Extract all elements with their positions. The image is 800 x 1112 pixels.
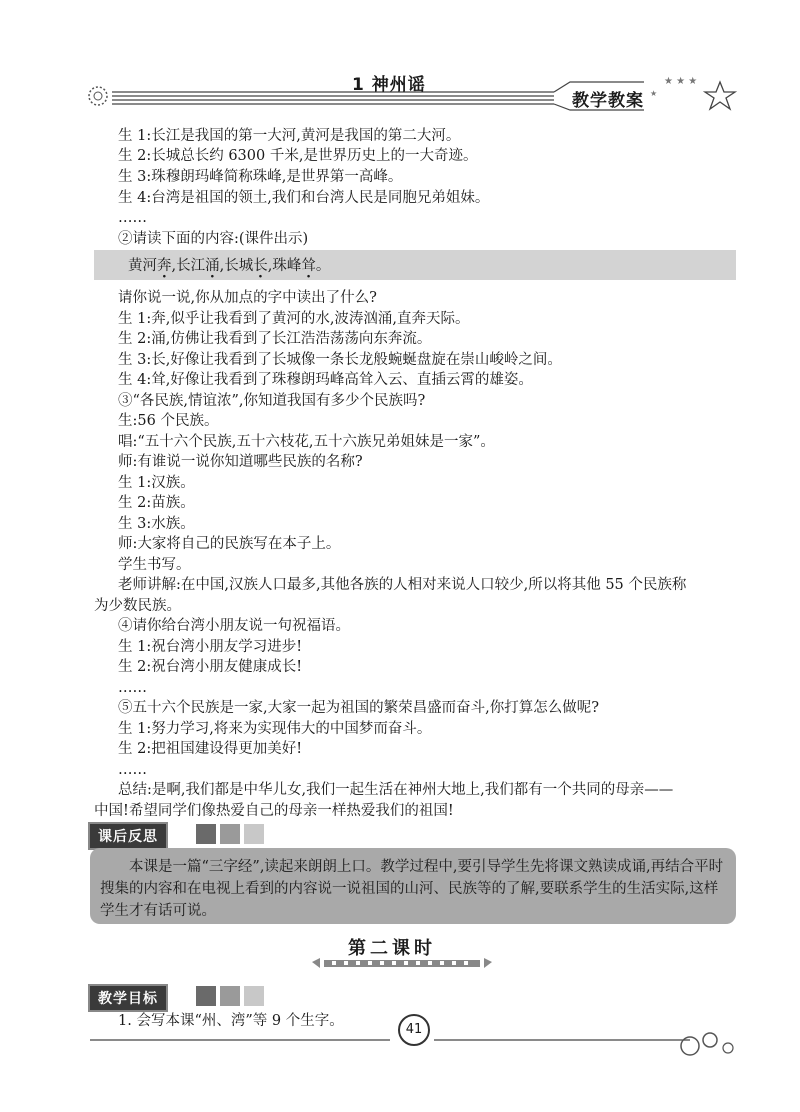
body-line: 学生书写。	[118, 557, 191, 573]
body-line: 生 3:水族。	[118, 516, 195, 532]
body-line: 生 2:长城总长约 6300 千米,是世界历史上的一大奇迹。	[118, 148, 478, 164]
dotted-char: 耸	[301, 258, 316, 274]
section-ornament-boxes	[196, 824, 264, 844]
body-line: 总结:是啊,我们都是中华儿女,我们一起生活在神州大地上,我们都有一个共同的母亲——	[118, 782, 674, 798]
body-line: 师:大家将自己的民族写在本子上。	[118, 536, 341, 552]
section-ornament-boxes	[196, 986, 264, 1006]
body-line: 生 2:祝台湾小朋友健康成长!	[118, 659, 303, 675]
body-line: ②请读下面的内容:(课件出示)	[118, 231, 309, 247]
lesson2-title: 第二课时	[348, 938, 436, 959]
body-line: 生 3:珠穆朗玛峰简称珠峰,是世界第一高峰。	[118, 169, 403, 185]
body-line: 生:56 个民族。	[118, 413, 219, 429]
body-line: 师:有谁说一说你知道哪些民族的名称?	[118, 454, 363, 470]
body-line: 请你说一说,你从加点的字中读出了什么?	[118, 290, 377, 306]
highlight-text: 黄河奔,长江涌,长城长,珠峰耸。	[128, 258, 331, 274]
dotted-char: 长	[253, 258, 268, 274]
body-line: 生 1:汉族。	[118, 475, 195, 491]
svg-text:★: ★	[650, 89, 658, 98]
body-line: ⑤五十六个民族是一家,大家一起为祖国的繁荣昌盛而奋斗,你打算怎么做呢?	[118, 700, 599, 716]
body-line: 生 4:台湾是祖国的领土,我们和台湾人民是同胞兄弟姐妹。	[118, 190, 490, 206]
dotted-char: 涌	[205, 258, 220, 274]
body-line: ③“各民族,情谊浓”,你知道我国有多少个民族吗?	[118, 393, 426, 409]
body-line: 生 1:奔,似乎让我看到了黄河的水,波涛汹涌,直奔天际。	[118, 311, 470, 327]
body-line: 生 4:耸,好像让我看到了珠穆朗玛峰高耸入云、直插云霄的雄姿。	[118, 372, 533, 388]
reflection-label: 课后反思	[88, 822, 168, 850]
page-number: 41	[398, 1014, 430, 1046]
goal-item: 1. 会写本课“州、湾”等 9 个生字。	[118, 1013, 344, 1029]
body-line: 老师讲解:在中国,汉族人口最多,其他各族的人相对来说人口较少,所以将其他 55 个民族称	[118, 577, 687, 593]
body-line: ④请你给台湾小朋友说一句祝福语。	[118, 618, 350, 634]
body-line: 生 2:把祖国建设得更加美好!	[118, 741, 303, 757]
body-line: 生 1:祝台湾小朋友学习进步!	[118, 639, 303, 655]
dotted-char: 奔	[157, 258, 172, 274]
body-line: ……	[118, 210, 147, 226]
reflection-text: 本课是一篇“三字经”,读起来朗朗上口。教学过程中,要引导学生先将课文熟读成诵,再结合平时搜集的内容和在电视上看到的内容说一说祖国的山河、民族等的了解,要联系学生的生活实际,这样学生才有话可说。	[100, 859, 724, 919]
body-line: 生 1:长江是我国的第一大河,黄河是我国的第二大河。	[118, 128, 461, 144]
body-line: 唱:“五十六个民族,五十六枝花,五十六族兄弟姐妹是一家”。	[118, 434, 495, 450]
body-line: ……	[118, 762, 147, 778]
body-line: 中国!希望同学们像热爱自己的母亲一样热爱我们的祖国!	[94, 803, 454, 819]
lesson-title: 1 神州谣	[352, 75, 426, 95]
body-line: 生 1:努力学习,将来为实现伟大的中国梦而奋斗。	[118, 721, 432, 737]
body-line: ……	[118, 680, 147, 696]
body-line: 为少数民族。	[94, 598, 181, 614]
body-line: 生 3:长,好像让我看到了长城像一条长龙般蜿蜒盘旋在崇山峻岭之间。	[118, 352, 562, 368]
teaching-plan-badge: 教学教案	[572, 91, 644, 111]
svg-text:★ ★ ★: ★ ★ ★	[664, 76, 698, 87]
body-line: 生 2:苗族。	[118, 495, 195, 511]
body-line: 生 2:涌,仿佛让我看到了长江浩浩荡荡向东奔流。	[118, 331, 432, 347]
goals-label: 教学目标	[88, 984, 168, 1012]
lesson2-underline-ornament	[312, 958, 492, 972]
